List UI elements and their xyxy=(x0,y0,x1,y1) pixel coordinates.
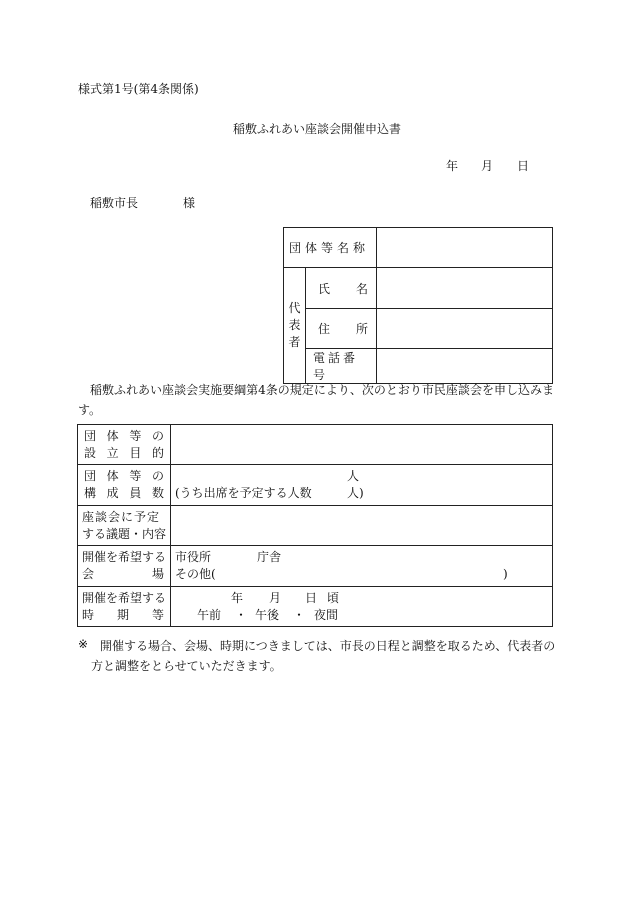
topic-label: 座談会に予定 する議題・内容 xyxy=(82,509,167,541)
rep-phone-field[interactable] xyxy=(377,349,553,384)
rep-name-label: 氏 名 xyxy=(318,281,368,296)
purpose-field[interactable] xyxy=(171,425,553,465)
addressee-honorific: 様 xyxy=(183,196,196,210)
rep-phone-label: 電話番号 xyxy=(313,351,359,382)
period-field[interactable]: 年 月 日 頃 午前 ・ 午後 ・ 夜間 xyxy=(171,587,553,627)
form-number: 様式第1号(第4条関係) xyxy=(78,82,199,96)
note-line1: 開催する場合、会場、時期につきましては、市長の日程と調整を取るため、代表者の xyxy=(100,639,556,653)
date-day: 日 xyxy=(517,159,530,173)
venue-label: 開催を希望する 会 場 xyxy=(82,550,167,581)
date-year: 年 xyxy=(446,159,459,173)
document-title: 稲敷ふれあい座談会開催申込書 xyxy=(233,122,402,136)
representative-label: 代 表 者 xyxy=(288,301,301,349)
members-label: 団 体 等 の 構 成 員 数 xyxy=(84,469,164,500)
members-field[interactable]: 人 (うち出席を予定する人数 人) xyxy=(171,465,553,506)
rep-address-label: 住 所 xyxy=(318,322,368,336)
rep-address-field[interactable] xyxy=(377,309,553,349)
note-line2: 方と調整をとらせていただきます。 xyxy=(91,659,282,673)
period-label: 開催を希望する 時 期 等 xyxy=(82,590,167,622)
details-table xyxy=(77,424,553,627)
org-name-field[interactable] xyxy=(377,228,553,268)
topic-field[interactable] xyxy=(171,506,553,546)
org-name-label: 団体等名称 xyxy=(289,241,370,255)
body-text: 稲敷ふれあい座談会実施要綱第4条の規定により、次のとおり市民座談会を申し込みます。 xyxy=(78,383,554,417)
applicant-table xyxy=(283,227,553,384)
venue-field[interactable]: 市役所 庁舎 その他( ) xyxy=(171,546,553,587)
date-month: 月 xyxy=(481,159,494,173)
rep-name-field[interactable] xyxy=(377,268,553,309)
addressee-name: 稲敷市長 xyxy=(90,196,139,210)
purpose-label: 団 体 等 の 設 立 目 的 xyxy=(84,428,164,460)
note-mark: ※ xyxy=(78,637,89,651)
